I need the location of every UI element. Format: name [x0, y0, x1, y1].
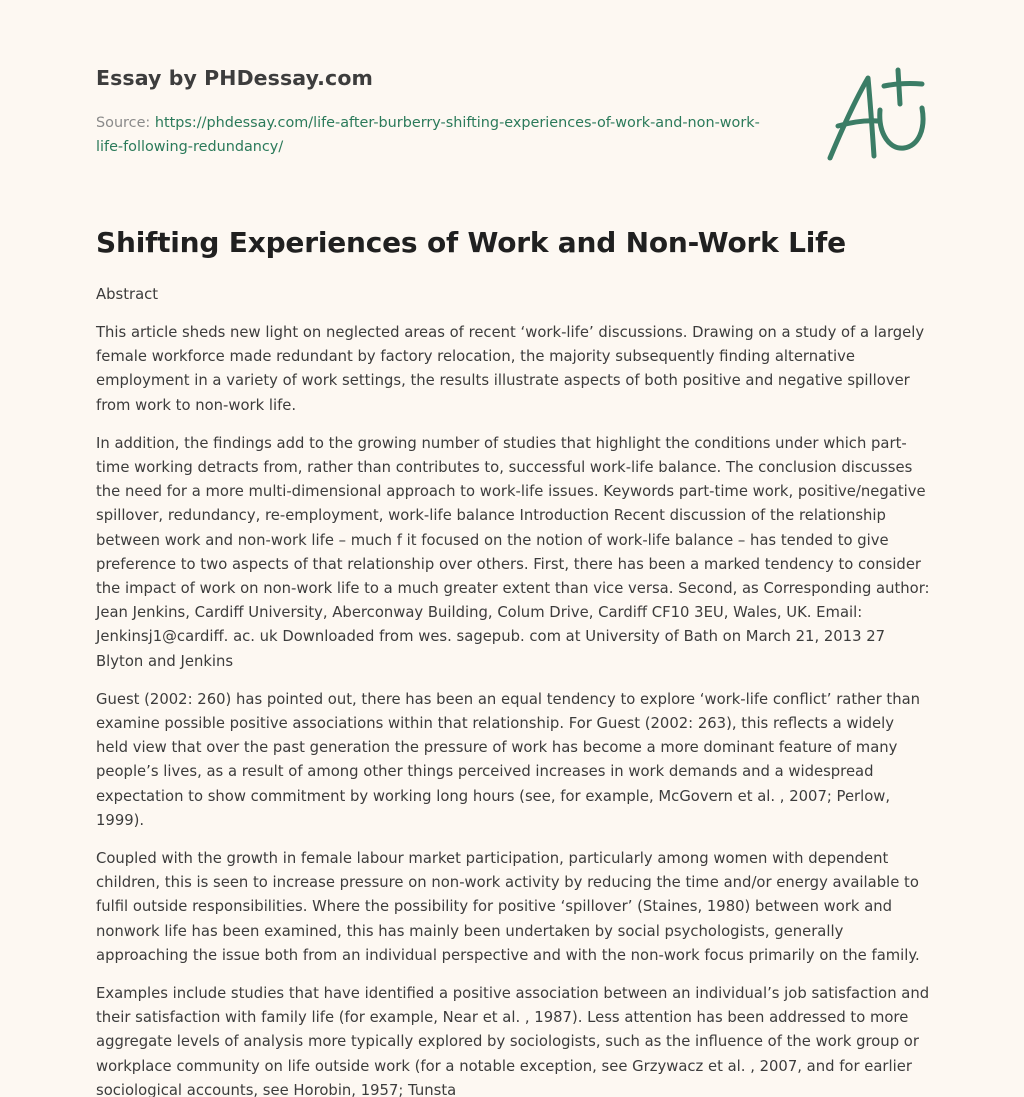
- paragraph: Coupled with the growth in female labour market participation, particularly among women with dependent children, this is seen to increase pressure on non-work activity by reducing the time and/or energy available to fulfil outside responsibilities. Where the possibility for positive ‘spillover’ (Staines, 1980) between work and nonwork life has been examined, this has mainly been undertaken by social psychologists, generally approaching the issue both from an individual perspective and with the non-work focus primarily on the family.: [96, 850, 920, 964]
- a-plus-logo-icon: [818, 64, 934, 168]
- paragraph: Examples include studies that have identified a positive association between an individual’s job satisfaction and their satisfaction with family life (for example, Near et al. , 1987). Less attention has been addressed to more aggregate levels of analysis more typically explored by sociologists, such as the influence of the work group or workplace community on life outside work (for a notable exception, see Grzywacz et al. , 2007, and for earlier sociological accounts, see Horobin, 1957; Tunsta: [96, 985, 930, 1097]
- source-line: [96, 111, 776, 159]
- site-brand: Essay by PHDessay.com: [96, 66, 373, 90]
- paragraph: Guest (2002: 260) has pointed out, there has been an equal tendency to explore ‘work-life conflict’ rather than examine possible positive associations within that relationship. For Guest (2002: 263), this reflects a widely held view that over the past generation the pressure of work has become a more dominant feature of many people’s lives, as a result of among other things perceived increases in work demands and a widespread expectation to show commitment by working long hours (see, for example, McGovern et al. , 2007; Perlow, 1999).: [96, 690, 921, 829]
- paragraph: In addition, the findings add to the growing number of studies that highlight the conditions under which part-time working detracts from, rather than contributes to, successful work-life balance. The conclusion discusses the need for a more multi-dimensional approach to work-life issues. Keywords part-time work, positive/negative spillover, redundancy, re-employment, work-life balance Introduction Recent discussion of the relationship between work and non-work life – much f it focused on the notion of work-life balance – has tended to give preference to two aspects of that relationship over others. First, there has been a marked tendency to consider the impact of work on non-work life to a much greater extent than vice versa. Second, as Corresponding author: Jean Jenkins, Cardiff University, Aberconway Building, Colum Drive, Cardiff CF10 3EU, Wales, UK. Email: Jenkinsj1@cardiff. ac. uk Downloaded from wes. sagepub. com at University of Bath on March 21, 2013 27 Blyton and Jenkins: [96, 434, 930, 670]
- source-link[interactable]: https://phdessay.com/life-after-burberry-shifting-experiences-of-work-and-non-work-life-following-redundancy/: [96, 115, 760, 155]
- abstract-heading: Abstract: [96, 286, 159, 303]
- article-body: [96, 321, 930, 1097]
- paragraph: This article sheds new light on neglected areas of recent ‘work-life’ discussions. Drawing on a study of a largely female workforce made redundant by factory relocation, the majority subsequently finding alternative employment in a variety of work settings, the results illustrate aspects of both positive and negative spillover from work to non-work life.: [96, 324, 925, 414]
- source-label: Source:: [96, 115, 155, 131]
- page-title: Shifting Experiences of Work and Non-Work Life: [96, 226, 846, 259]
